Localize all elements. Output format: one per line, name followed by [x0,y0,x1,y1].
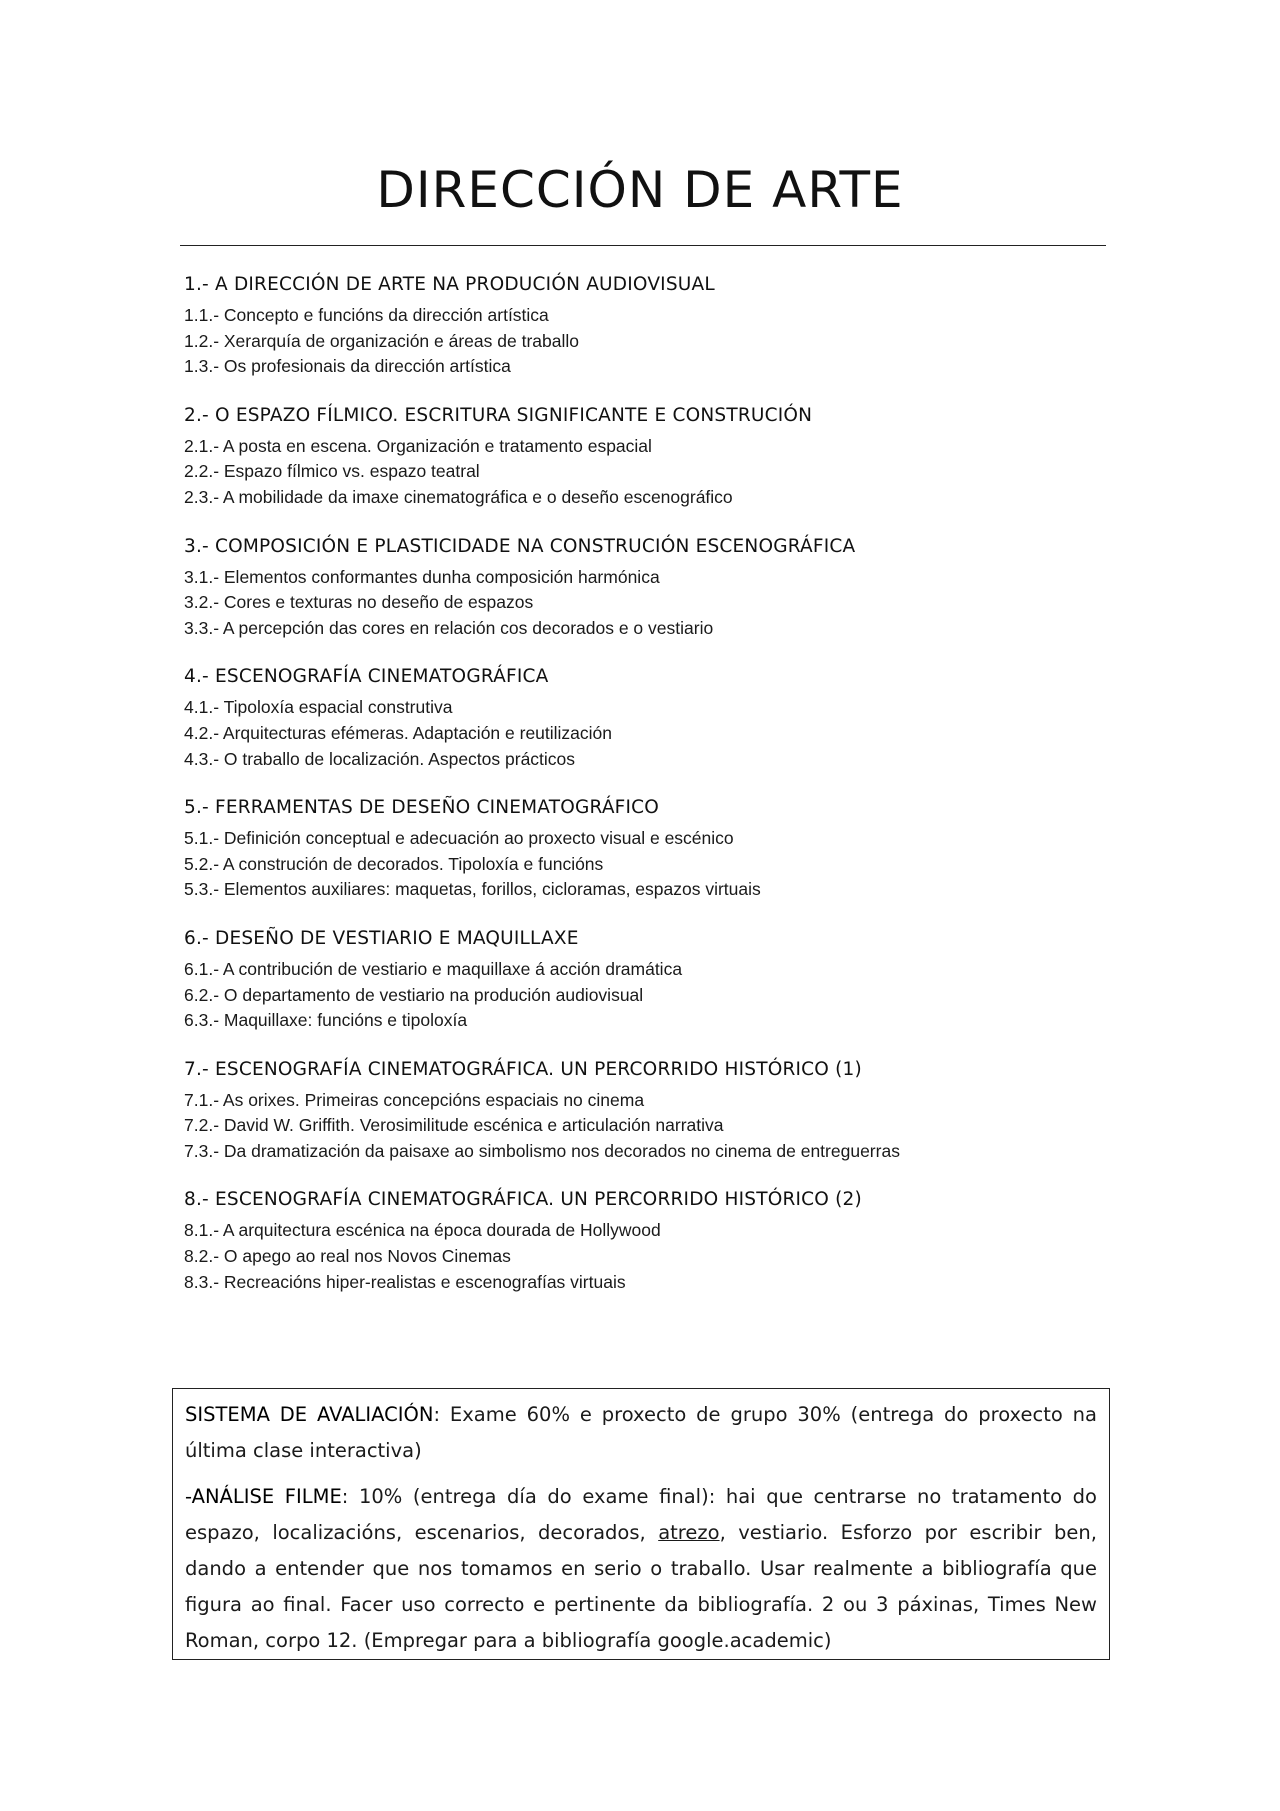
section-5 [184,793,1104,903]
evaluation-system-label: SISTEMA DE AVALIACIÓN [185,1403,434,1426]
section-item: 1.1.- Concepto e funcións da dirección artística [184,305,549,325]
document-title: DIRECCIÓN DE ARTE [376,161,904,219]
section-item: 2.2.- Espazo fílmico vs. espazo teatral [184,461,480,482]
section-item: 7.1.- As orixes. Primeiras concepcións espaciais no cinema [184,1089,645,1110]
section-item-list [184,1088,1104,1165]
section-6 [184,924,1104,1034]
section-item: 5.1.- Definición conceptual e adecuación ao proxecto visual e escénico [184,828,734,849]
section-heading: 8.- ESCENOGRAFÍA CINEMATOGRÁFICA. UN PERCORRIDO HISTÓRICO (2) [184,1189,862,1211]
evaluation-box [172,1388,1110,1660]
section-item-list [184,303,1104,380]
section-heading: 4.- ESCENOGRAFÍA CINEMATOGRÁFICA [184,666,549,688]
section-item: 3.1.- Elementos conformantes dunha composición harmónica [184,566,660,587]
section-item: 3.3.- A percepción das cores en relación cos decorados e o vestiario [184,617,714,638]
section-item: 8.3.- Recreacións hiper-realistas e escenografías virtuais [184,1271,626,1292]
section-8 [184,1185,1104,1295]
section-1 [184,270,1104,380]
section-item: 4.2.- Arquitecturas efémeras. Adaptación e reutilización [184,722,613,743]
evaluation-analysis-underlined: atrezo [658,1521,720,1544]
section-item: 7.2.- David W. Griffith. Verosimilitude escénica e articulación narrativa [184,1115,724,1136]
syllabus-sections [184,270,1104,1316]
section-item: 6.1.- A contribución de vestiario e maquillaxe á acción dramática [184,958,683,979]
section-item-list [184,1218,1104,1295]
section-item: 5.3.- Elementos auxiliares: maquetas, forillos, cicloramas, espazos virtuais [184,879,761,900]
section-item-list [184,434,1104,511]
section-heading: 6.- DESEÑO DE VESTIARIO E MAQUILLAXE [184,927,579,949]
section-item: 5.2.- A construción de decorados. Tipoloxía e funcións [184,853,604,874]
section-item: 7.3.- Da dramatización da paisaxe ao simbolismo nos decorados no cinema de entreguerras [184,1140,900,1161]
section-item: 1.2.- Xerarquía de organización e áreas de traballo [184,330,579,351]
evaluation-system-text: : Exame 60% e proxecto de grupo 30% (entrega do proxecto na última clase interactiva) [185,1403,1097,1462]
evaluation-analysis-text: : 10% (entrega día do exame final): hai que centrarse no tratamento do espazo, localizacións, escenarios, decorados, [185,1485,1097,1544]
title-divider [180,245,1106,246]
section-item-list [184,565,1104,642]
section-item-list [184,695,1104,772]
section-heading: 1.- A DIRECCIÓN DE ARTE NA PRODUCIÓN AUDIOVISUAL [184,274,715,295]
section-7 [184,1055,1104,1165]
section-item: 3.2.- Cores e texturas no deseño de espazos [184,592,534,613]
section-item: 6.3.- Maquillaxe: funcións e tipoloxía [184,1010,468,1031]
section-heading: 2.- O ESPAZO FÍLMICO. ESCRITURA SIGNIFICANTE E CONSTRUCIÓN [184,404,813,426]
section-heading: 3.- COMPOSICIÓN E PLASTICIDADE NA CONSTRUCIÓN ESCENOGRÁFICA [184,535,856,557]
section-item-list [184,826,1104,903]
section-heading: 7.- ESCENOGRAFÍA CINEMATOGRÁFICA. UN PERCORRIDO HISTÓRICO (1) [184,1058,862,1080]
section-3 [184,532,1104,642]
evaluation-system-paragraph [185,1397,1097,1469]
section-item: 1.3.- Os profesionais da dirección artística [184,356,511,377]
evaluation-analysis-text-end: , vestiario. Esforzo por escribir ben, dando a entender que nos tomamos en serio o traballo. Usar realmente a bibliografía que figura ao final. Facer uso correcto e pertinente da bibliografía. 2 ou 3 páxinas, Times New Roman, corpo 12. (Empregar para a bibliografía google.academic) [185,1521,1097,1652]
section-2 [184,401,1104,511]
section-4 [184,662,1104,772]
section-item: 4.1.- Tipoloxía espacial construtiva [184,697,453,718]
section-item: 6.2.- O departamento de vestiario na produción audiovisual [184,984,644,1005]
section-item: 8.1.- A arquitectura escénica na época dourada de Hollywood [184,1220,661,1241]
section-item: 2.3.- A mobilidade da imaxe cinematográfica e o deseño escenográfico [184,486,733,507]
section-heading: 5.- FERRAMENTAS DE DESEÑO CINEMATOGRÁFICO [184,797,660,819]
evaluation-analysis-label: -ANÁLISE FILME [185,1485,342,1508]
section-item: 8.2.- O apego ao real nos Novos Cinemas [184,1246,511,1267]
section-item: 2.1.- A posta en escena. Organización e tratamento espacial [184,435,652,456]
section-item-list [184,957,1104,1034]
section-item: 4.3.- O traballo de localización. Aspectos prácticos [184,748,576,769]
evaluation-analysis-paragraph [185,1479,1097,1659]
